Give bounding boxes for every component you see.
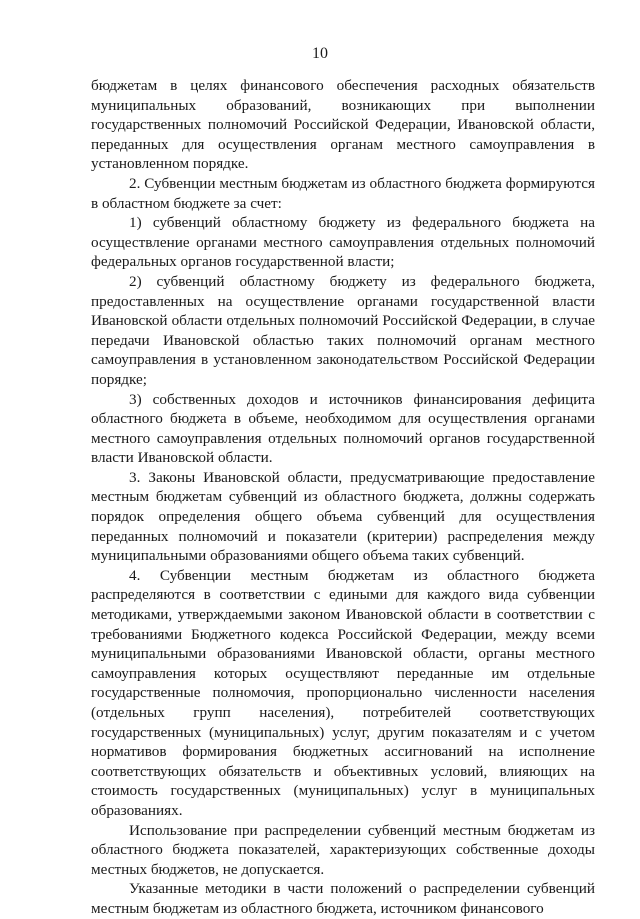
paragraph-subitem-3: 3) собственных доходов и источников финансирования дефицита областного бюджета в объеме, необходимом для осуществления органами местного самоуправления отдельных полномочий органов государственной власти Ивановской области. [91, 390, 595, 467]
paragraph-continuation: бюджетам в целях финансового обеспечения расходных обязательств муниципальных образований, возникающих при выполнении государственных полномочий Российской Федерации, Ивановской области, переданных для осуществления органам местного самоуправления в установленном порядке. [91, 77, 595, 173]
paragraph-usage-restriction: Использование при распределении субвенций местным бюджетам из областного бюджета показателей, характеризующих собственные доходы местных бюджетов, не допускается. [91, 821, 595, 878]
paragraph-item-3: 3. Законы Ивановской области, предусматривающие предоставление местным бюджетам субвенций из областного бюджета, должны содержать порядок определения общего объема субвенций для осуществления переданных полномочий и показатели (критерии) распределения между муниципальными образованиями общего объема таких субвенций. [91, 468, 595, 565]
paragraph-item-2: 2. Субвенции местным бюджетам из областного бюджета формируются в областном бюджете за счет: [91, 174, 595, 212]
paragraph-methods: Указанные методики в части положений о распределении субвенций местным бюджетам из областного бюджета, источником финансового [91, 880, 595, 917]
page-body [91, 76, 595, 919]
paragraph-item-4: 4. Субвенции местным бюджетам из областного бюджета распределяются в соответствии с едиными для каждого вида субвенции методиками, утверждаемыми законом Ивановской области в соответствии с требованиями Бюджетного кодекса Российской Федерации, между всеми муниципальными образованиями Ивановской области, органы местного самоуправления которых осуществляют переданные им отдельные государственные полномочия, пропорционально численности населения (отдельных групп населения), потребителей соответствующих государственных (муниципальных) услуг, другим показателям и с учетом нормативов формирования бюджетных ассигнований на исполнение соответствующих обязательств и объективных условий, влияющих на стоимость государственных (муниципальных) услуг в муниципальных образованиях. [91, 566, 595, 819]
paragraph-subitem-2: 2) субвенций областному бюджету из федерального бюджета, предоставленных на осуществление органами государственной власти Ивановской области отдельных полномочий Российской Федерации, в случае передачи Ивановской областью таких полномочий органам местного самоуправления в установленном законодательством Российской Федерации порядке; [91, 272, 595, 388]
paragraph-subitem-1: 1) субвенций областному бюджету из федерального бюджета на осуществление органами местного самоуправления отдельных полномочий федеральных органов государственной власти; [91, 214, 595, 271]
page-number: 10 [312, 45, 328, 62]
